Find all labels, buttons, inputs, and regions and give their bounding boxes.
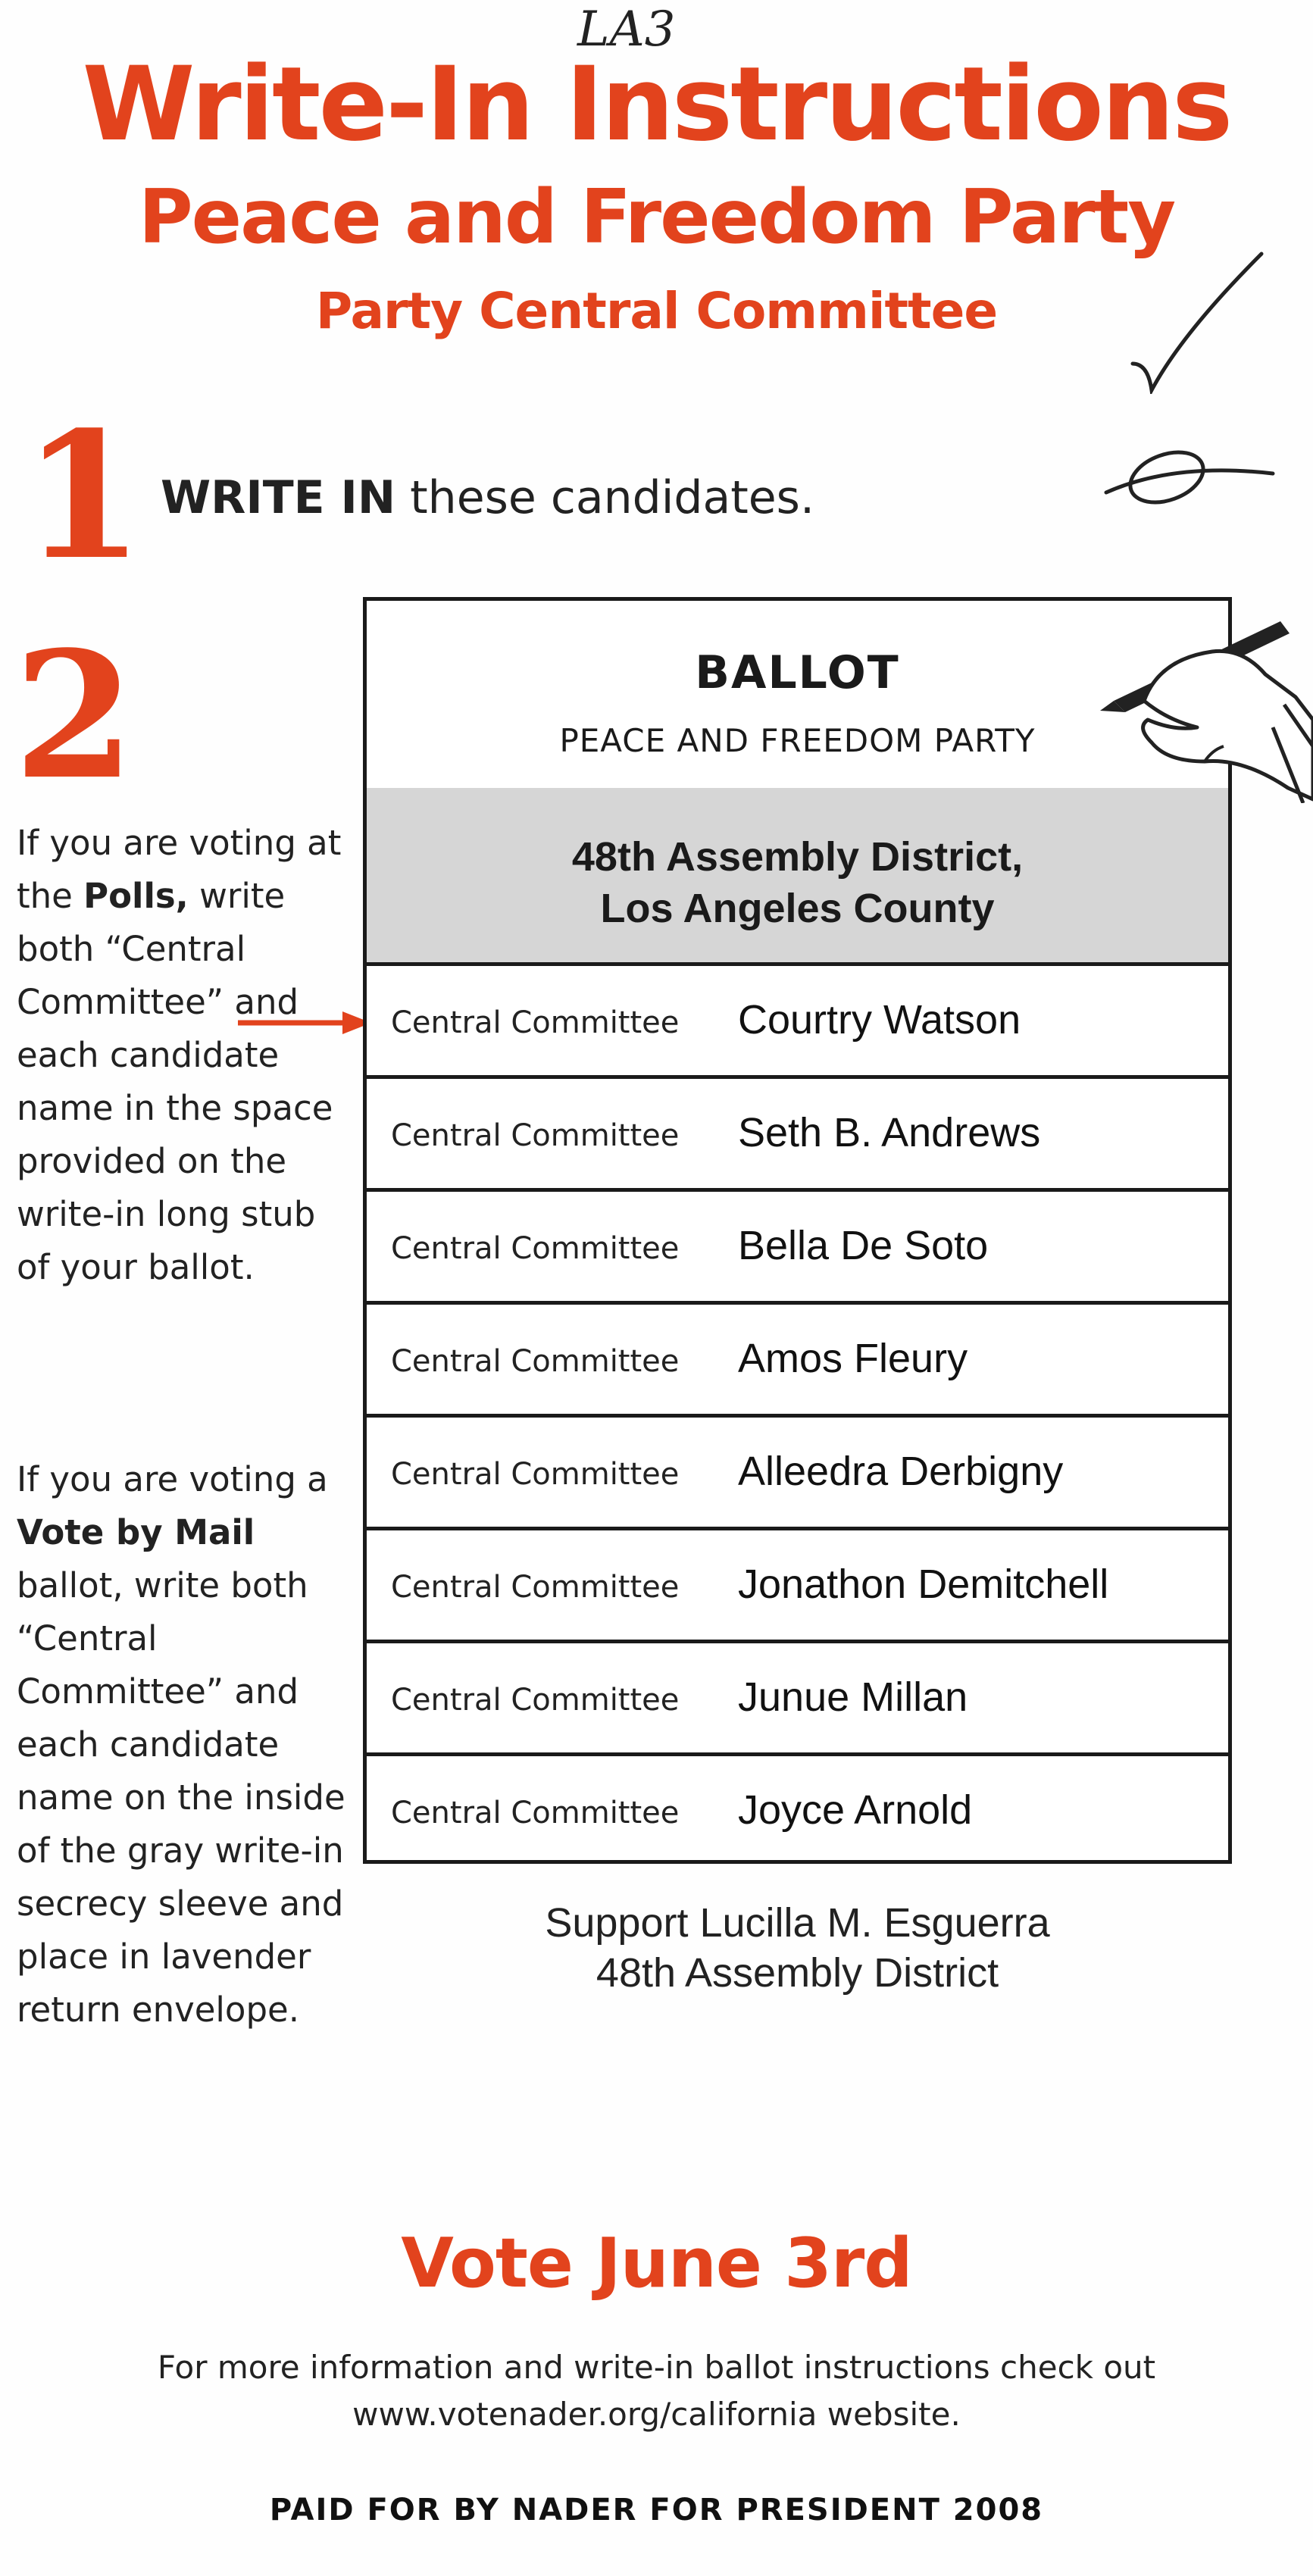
info-line-1: For more information and write-in ballot instructions check out bbox=[157, 2349, 1156, 2386]
candidate-name: Bella De Soto bbox=[738, 1223, 989, 1268]
ballot-row bbox=[367, 962, 1228, 1075]
polls-text-post: write both “Central Committee” and each candidate name in the space provided on the write-in long stub of your ballot. bbox=[17, 876, 333, 1287]
row-label: Central Committee bbox=[391, 1683, 680, 1718]
row-label: Central Committee bbox=[391, 1231, 680, 1266]
district-line-1: 48th Assembly District, bbox=[571, 834, 1024, 880]
handwritten-zero-mark bbox=[1099, 432, 1280, 523]
party-name: Peace and Freedom Party bbox=[138, 174, 1175, 261]
support-note bbox=[363, 1898, 1232, 1998]
step-1-instruction bbox=[161, 471, 814, 524]
handwritten-code: LA3 bbox=[577, 2, 676, 58]
candidate-name: Junue Millan bbox=[738, 1674, 968, 1720]
support-line-1: Support Lucilla M. Esguerra bbox=[545, 1900, 1050, 1946]
ballot-row bbox=[367, 1527, 1228, 1640]
row-label: Central Committee bbox=[391, 1005, 680, 1040]
arrow-right-icon bbox=[236, 1008, 373, 1038]
step-1-bold: WRITE IN bbox=[161, 471, 396, 524]
ballot-row bbox=[367, 1188, 1228, 1301]
ballot-row bbox=[367, 1301, 1228, 1414]
step-1-number: 1 bbox=[23, 394, 145, 599]
candidate-name: Seth B. Andrews bbox=[738, 1110, 1041, 1155]
row-label: Central Committee bbox=[391, 1570, 680, 1605]
row-label: Central Committee bbox=[391, 1118, 680, 1153]
candidate-name: Jonathon Demitchell bbox=[738, 1562, 1109, 1607]
step-1-text: these candidates. bbox=[395, 471, 815, 524]
mail-text-post: ballot, write both “Central Committee” and each candidate name on the inside of the gray write-in secrecy sleeve and place in lavender return envelope. bbox=[17, 1565, 345, 2030]
hand-with-pen-icon bbox=[1091, 606, 1313, 803]
row-label: Central Committee bbox=[391, 1796, 680, 1830]
mail-instructions bbox=[17, 1453, 358, 2037]
mail-bold: Vote by Mail bbox=[17, 1512, 255, 1552]
page-title: Write-In Instructions bbox=[82, 45, 1231, 164]
more-info bbox=[0, 2344, 1313, 2438]
candidate-name: Joyce Arnold bbox=[738, 1787, 973, 1833]
district-line-2: Los Angeles County bbox=[600, 886, 995, 931]
page-subtitle: Party Central Committee bbox=[315, 282, 998, 340]
row-label: Central Committee bbox=[391, 1344, 680, 1379]
ballot-row bbox=[367, 1075, 1228, 1188]
support-line-2: 48th Assembly District bbox=[596, 1950, 999, 1996]
ballot-row bbox=[367, 1414, 1228, 1527]
step-2-number: 2 bbox=[14, 614, 136, 818]
polls-text-pre: If you are voting at the bbox=[17, 823, 342, 916]
ballot-party: PEACE AND FREEDOM PARTY bbox=[559, 722, 1036, 759]
paid-for-by: PAID FOR BY NADER FOR PRESIDENT 2008 bbox=[269, 2493, 1044, 2528]
mail-text-pre: If you are voting a bbox=[17, 1459, 328, 1499]
ballot-title: BALLOT bbox=[695, 646, 900, 699]
ballot-district bbox=[367, 788, 1228, 962]
ballot-row bbox=[367, 1752, 1228, 1865]
polls-bold: Polls, bbox=[83, 876, 189, 916]
candidate-name: Alleedra Derbigny bbox=[738, 1449, 1064, 1494]
row-label: Central Committee bbox=[391, 1457, 680, 1492]
polls-instructions bbox=[17, 817, 350, 1294]
info-website: www.votenader.org/california website. bbox=[352, 2396, 961, 2433]
ballot-row bbox=[367, 1640, 1228, 1752]
candidate-name: Amos Fleury bbox=[738, 1336, 968, 1381]
vote-date: Vote June 3rd bbox=[401, 2224, 912, 2303]
candidate-name: Courtry Watson bbox=[738, 997, 1021, 1043]
